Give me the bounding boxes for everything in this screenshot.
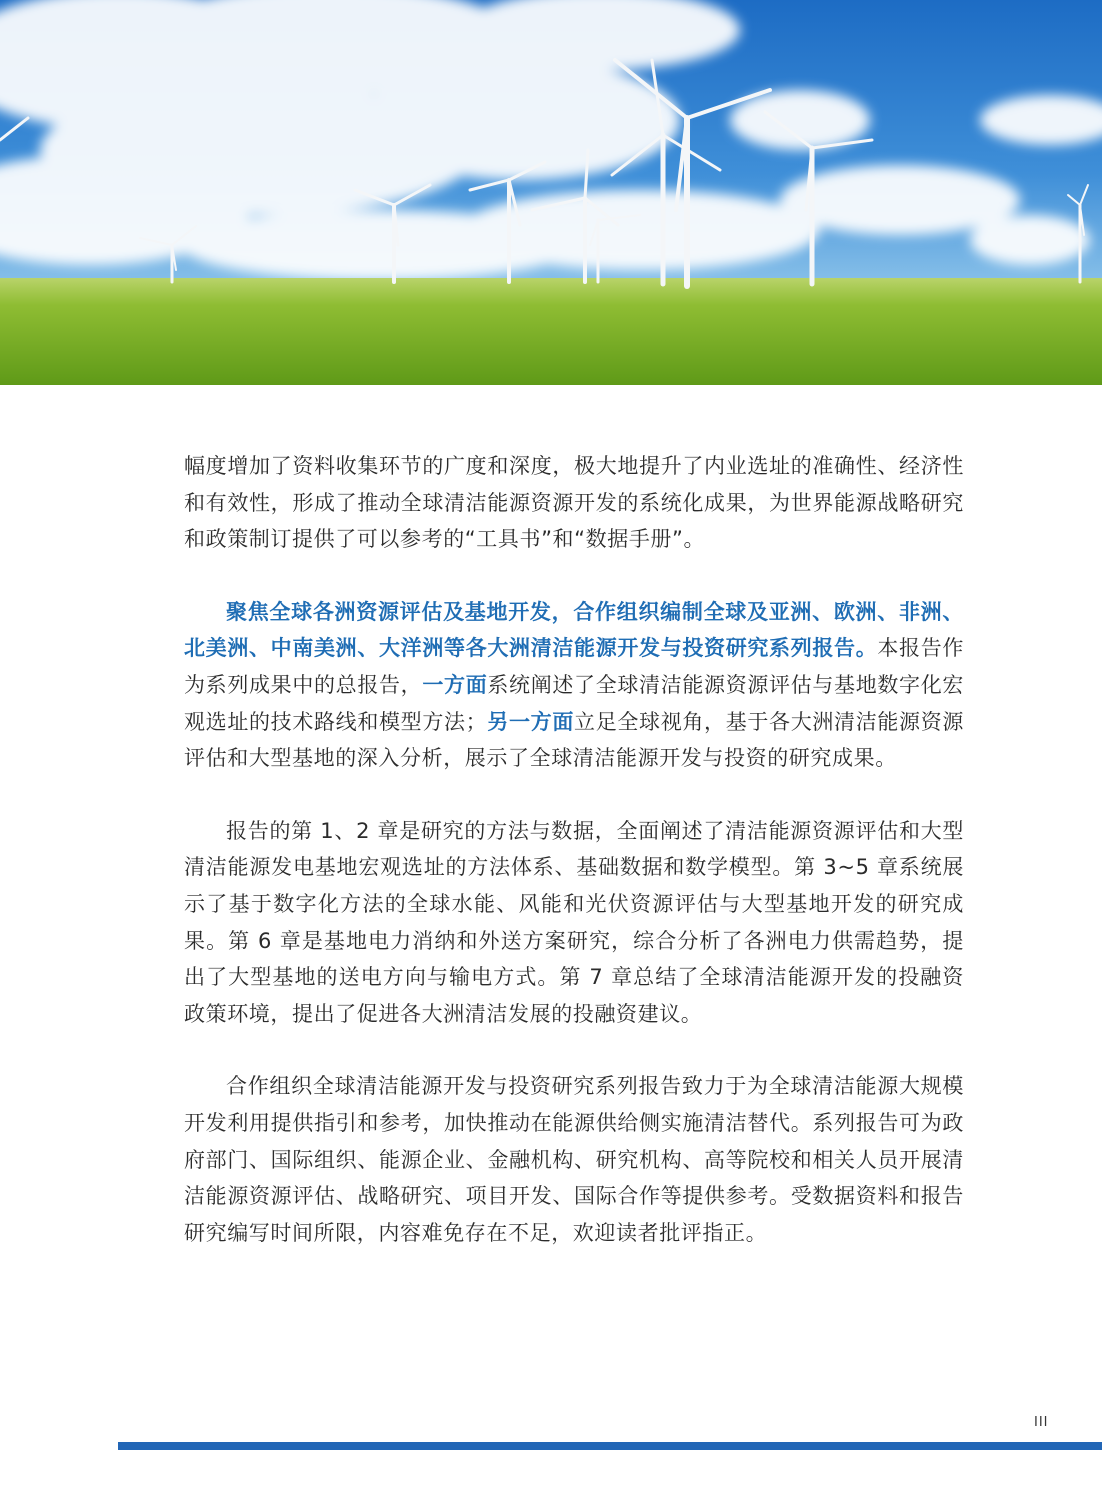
- paragraph-4: 合作组织全球清洁能源开发与投资研究系列报告致力于为全球清洁能源大规模开发利用提供指引和参考，加快推动在能源供给侧实施清洁替代。系列报告可为政府部门、国际组织、能源企业、金融机构、研究机构、高等院校和相关人员开展清洁能源资源评估、战略研究、项目开发、国际合作等提供参考。受数据资料和报告研究编写时间所限，内容难免存在不足，欢迎读者批评指正。: [184, 1074, 964, 1245]
- paragraph-2-text-a: 本报告作为系列成果中的总报告，: [184, 636, 964, 697]
- highlight-other-side: 另一方面: [487, 709, 575, 734]
- paragraph-2-text-c: 立足全球视角，基于各大洲清洁能源资源评估和大型基地的深入分析，展示了全球清洁能源开发与投资的研究成果。: [184, 709, 964, 771]
- body-text: [184, 448, 964, 1287]
- highlight-summary: 聚焦全球各洲资源评估及基地开发，合作组织编制全球及亚洲、欧洲、非洲、北美洲、中南美洲、大洋洲等各大洲清洁能源开发与投资研究系列报告。: [184, 599, 964, 661]
- highlight-one-side: 一方面: [422, 672, 488, 697]
- hero-illustration: [0, 0, 1102, 385]
- paragraph-2-text-b: 系统阐述了全球清洁能源资源评估与基地数字化宏观选址的技术路线和模型方法；: [184, 672, 964, 734]
- paragraph-1: 幅度增加了资料收集环节的广度和深度，极大地提升了内业选址的准确性、经济性和有效性，形成了推动全球清洁能源资源开发的系统化成果，为世界能源战略研究和政策制订提供了可以参考的“工具书”和“数据手册”。: [184, 454, 964, 552]
- paragraph-2: [184, 594, 964, 777]
- footer-bar: [118, 1442, 1102, 1450]
- wind-turbines-field-photo: [0, 0, 1102, 385]
- page-number: III: [1034, 1415, 1049, 1430]
- paragraph-3: 报告的第 1、2 章是研究的方法与数据，全面阐述了清洁能源资源评估和大型清洁能源发电基地宏观选址的方法体系、基础数据和数学模型。第 3~5 章系统展示了基于数字化方法的全球水能、风能和光伏资源评估与大型基地开发的研究成果。第 6 章是基地电力消纳和外送方案研究，综合分析了各洲电力供需趋势，提出了大型基地的送电方向与输电方式。第 7 章总结了全球清洁能源开发的投融资政策环境，提出了促进各大洲清洁发展的投融资建议。: [184, 818, 964, 1026]
- grass-field: [0, 278, 1102, 385]
